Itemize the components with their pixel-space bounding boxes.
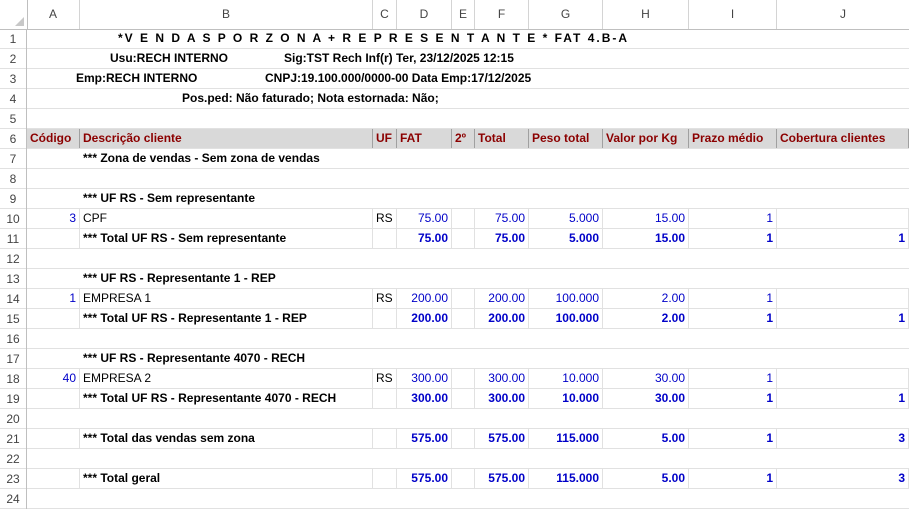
sheet-row <box>0 409 909 429</box>
cell-cobertura[interactable]: 1 <box>777 389 909 408</box>
sheet-row <box>0 109 909 129</box>
column-header-h[interactable]: H <box>603 0 689 29</box>
row-number[interactable]: 2 <box>0 49 27 69</box>
row-number[interactable]: 24 <box>0 489 27 509</box>
cell-valor-por-kg[interactable]: 2.00 <box>603 289 689 308</box>
cell-segundo[interactable] <box>452 429 475 448</box>
cell-segundo[interactable] <box>452 389 475 408</box>
cell-cobertura[interactable] <box>777 289 909 308</box>
row-number[interactable]: 10 <box>0 209 27 229</box>
cell-peso-total[interactable]: 5.000 <box>529 229 603 248</box>
cell-cobertura[interactable] <box>777 209 909 228</box>
cell-uf[interactable] <box>373 429 397 448</box>
cell-valor-por-kg[interactable]: 2.00 <box>603 309 689 328</box>
row-number[interactable]: 1 <box>0 29 27 49</box>
row-number[interactable]: 5 <box>0 109 27 129</box>
cell-descricao[interactable]: *** Total geral <box>80 469 373 488</box>
sheet-row <box>0 269 909 289</box>
sheet-row <box>0 189 909 209</box>
sheet-row <box>0 489 909 509</box>
cell-descricao[interactable]: EMPRESA 1 <box>80 289 373 308</box>
cell-descricao[interactable]: CPF <box>80 209 373 228</box>
row-number[interactable]: 22 <box>0 449 27 469</box>
column-header-c[interactable]: C <box>373 0 397 29</box>
row-number[interactable]: 13 <box>0 269 27 289</box>
header-valor-por-kg[interactable]: Valor por Kg <box>603 129 689 148</box>
cell-descricao[interactable]: *** Total UF RS - Representante 4070 - RECH <box>80 389 373 408</box>
row-number[interactable]: 12 <box>0 249 27 269</box>
cell-segundo[interactable] <box>452 309 475 328</box>
cell-total[interactable]: 200.00 <box>475 289 529 308</box>
cell-fat[interactable]: 75.00 <box>397 209 452 228</box>
cell-fat[interactable]: 200.00 <box>397 289 452 308</box>
column-header-f[interactable]: F <box>475 0 529 29</box>
table-row <box>0 209 909 229</box>
sheet-row <box>0 89 909 109</box>
row-number[interactable]: 23 <box>0 469 27 489</box>
column-header-e[interactable]: E <box>452 0 475 29</box>
row-number[interactable]: 7 <box>0 149 27 169</box>
filter-info[interactable]: Pos.ped: Não faturado; Nota estornada: Não; <box>182 91 439 105</box>
cell-descricao[interactable]: EMPRESA 2 <box>80 369 373 388</box>
row-number[interactable]: 9 <box>0 189 27 209</box>
cell-valor-por-kg[interactable]: 5.00 <box>603 469 689 488</box>
column-header-b[interactable]: B <box>80 0 373 29</box>
row-number[interactable]: 21 <box>0 429 27 449</box>
cell-peso-total[interactable]: 100.000 <box>529 309 603 328</box>
cell-peso-total[interactable]: 10.000 <box>529 369 603 388</box>
system-info[interactable]: Sig:TST Rech Inf(r) Ter, 23/12/2025 12:15 <box>284 51 514 65</box>
cell-uf[interactable] <box>373 229 397 248</box>
sheet-row <box>0 249 909 269</box>
sheet-row <box>0 449 909 469</box>
cell-total[interactable]: 575.00 <box>475 429 529 448</box>
cell-valor-por-kg[interactable]: 30.00 <box>603 389 689 408</box>
cell-segundo[interactable] <box>452 289 475 308</box>
cell-total[interactable]: 75.00 <box>475 229 529 248</box>
cell-cobertura[interactable]: 1 <box>777 229 909 248</box>
table-header-row <box>0 129 909 149</box>
select-all-corner[interactable] <box>0 0 28 29</box>
group-heading[interactable]: *** UF RS - Representante 4070 - RECH <box>83 351 306 365</box>
cell-segundo[interactable] <box>452 209 475 228</box>
cell-peso-total[interactable]: 5.000 <box>529 209 603 228</box>
cell-codigo[interactable] <box>27 309 80 328</box>
row-number[interactable]: 14 <box>0 289 27 309</box>
cell-total[interactable]: 300.00 <box>475 389 529 408</box>
cell-codigo[interactable]: 3 <box>27 209 80 228</box>
cell-total[interactable]: 575.00 <box>475 469 529 488</box>
cell-peso-total[interactable]: 100.000 <box>529 289 603 308</box>
cell-peso-total[interactable]: 115.000 <box>529 429 603 448</box>
row-number[interactable]: 4 <box>0 89 27 109</box>
row-number[interactable]: 6 <box>0 129 27 149</box>
header-segundo[interactable]: 2º <box>452 129 475 148</box>
user-info[interactable]: Usu:RECH INTERNO <box>110 51 229 65</box>
row-number[interactable]: 15 <box>0 309 27 329</box>
cell-codigo[interactable] <box>27 229 80 248</box>
cell-fat[interactable]: 300.00 <box>397 369 452 388</box>
cell-valor-por-kg[interactable]: 15.00 <box>603 209 689 228</box>
cell-codigo[interactable] <box>27 429 80 448</box>
cell-uf[interactable]: RS <box>373 289 397 308</box>
cell-uf[interactable]: RS <box>373 209 397 228</box>
sheet-row <box>0 329 909 349</box>
cell-prazo-medio[interactable]: 1 <box>689 309 777 328</box>
cell-prazo-medio[interactable]: 1 <box>689 229 777 248</box>
column-header-j[interactable]: J <box>840 7 846 21</box>
cell-fat[interactable]: 575.00 <box>397 429 452 448</box>
header-descricao[interactable]: Descrição cliente <box>80 129 373 148</box>
header-uf[interactable]: UF <box>373 129 397 148</box>
sheet-row <box>0 149 909 169</box>
cell-codigo[interactable] <box>27 469 80 488</box>
cell-cobertura[interactable] <box>777 369 909 388</box>
cell-fat[interactable]: 75.00 <box>397 229 452 248</box>
cell-descricao[interactable]: *** Total UF RS - Representante 1 - REP <box>80 309 373 328</box>
cell-peso-total[interactable]: 115.000 <box>529 469 603 488</box>
row-number[interactable]: 16 <box>0 329 27 349</box>
cell-fat[interactable]: 575.00 <box>397 469 452 488</box>
column-header-d[interactable]: D <box>397 0 452 29</box>
total-row <box>0 389 909 409</box>
header-fat[interactable]: FAT <box>397 129 452 148</box>
cell-descricao[interactable]: *** Total das vendas sem zona <box>80 429 373 448</box>
sheet-row <box>0 169 909 189</box>
sheet-row <box>0 49 909 69</box>
cell-segundo[interactable] <box>452 369 475 388</box>
cell-segundo[interactable] <box>452 229 475 248</box>
total-row <box>0 229 909 249</box>
row-number[interactable]: 11 <box>0 229 27 249</box>
cell-cobertura[interactable]: 3 <box>777 429 909 448</box>
group-heading[interactable]: *** UF RS - Representante 1 - REP <box>83 271 276 285</box>
header-peso-total[interactable]: Peso total <box>529 129 603 148</box>
cnpj-info[interactable]: CNPJ:19.100.000/0000-00 Data Emp:17/12/2025 <box>265 71 532 85</box>
row-number[interactable]: 3 <box>0 69 27 89</box>
cell-uf[interactable]: RS <box>373 369 397 388</box>
cell-valor-por-kg[interactable]: 15.00 <box>603 229 689 248</box>
cell-valor-por-kg[interactable]: 30.00 <box>603 369 689 388</box>
cell-codigo[interactable] <box>27 389 80 408</box>
sheet-row <box>0 29 909 49</box>
table-row <box>0 289 909 309</box>
report-title[interactable]: *V E N D A S P O R Z O N A + R E P R E S E N T A N T E * FAT 4.B-A <box>118 31 630 45</box>
cell-uf[interactable] <box>373 469 397 488</box>
header-prazo-medio[interactable]: Prazo médio <box>689 129 777 148</box>
row-number[interactable]: 19 <box>0 389 27 409</box>
column-header-g[interactable]: G <box>529 0 603 29</box>
cell-uf[interactable] <box>373 309 397 328</box>
row-number[interactable]: 18 <box>0 369 27 389</box>
cell-valor-por-kg[interactable]: 5.00 <box>603 429 689 448</box>
cell-prazo-medio[interactable]: 1 <box>689 369 777 388</box>
cell-fat[interactable]: 200.00 <box>397 309 452 328</box>
row-number[interactable]: 17 <box>0 349 27 369</box>
table-row <box>0 369 909 389</box>
column-header-a[interactable]: A <box>27 0 80 29</box>
cell-total[interactable]: 75.00 <box>475 209 529 228</box>
cell-prazo-medio[interactable]: 1 <box>689 389 777 408</box>
company-info[interactable]: Emp:RECH INTERNO <box>76 71 198 85</box>
zone-heading[interactable]: *** Zona de vendas - Sem zona de vendas <box>83 151 320 165</box>
header-cobertura[interactable]: Cobertura clientes <box>777 129 909 148</box>
cell-prazo-medio[interactable]: 1 <box>689 289 777 308</box>
cell-total[interactable]: 300.00 <box>475 369 529 388</box>
header-codigo[interactable]: Código <box>27 129 80 148</box>
cell-prazo-medio[interactable]: 1 <box>689 469 777 488</box>
cell-peso-total[interactable]: 10.000 <box>529 389 603 408</box>
header-total[interactable]: Total <box>475 129 529 148</box>
cell-prazo-medio[interactable]: 1 <box>689 209 777 228</box>
cell-cobertura[interactable]: 1 <box>777 309 909 328</box>
column-header-i[interactable]: I <box>689 0 777 29</box>
cell-codigo[interactable]: 1 <box>27 289 80 308</box>
sheet-row <box>0 349 909 369</box>
cell-cobertura[interactable]: 3 <box>777 469 909 488</box>
cell-prazo-medio[interactable]: 1 <box>689 429 777 448</box>
sheet-row <box>0 69 909 89</box>
total-row <box>0 469 909 489</box>
cell-descricao[interactable]: *** Total UF RS - Sem representante <box>80 229 373 248</box>
cell-fat[interactable]: 300.00 <box>397 389 452 408</box>
total-row <box>0 429 909 449</box>
cell-uf[interactable] <box>373 389 397 408</box>
cell-segundo[interactable] <box>452 469 475 488</box>
total-row <box>0 309 909 329</box>
cell-total[interactable]: 200.00 <box>475 309 529 328</box>
row-number[interactable]: 8 <box>0 169 27 189</box>
group-heading[interactable]: *** UF RS - Sem representante <box>83 191 256 205</box>
row-number[interactable]: 20 <box>0 409 27 429</box>
column-header-bar <box>0 0 909 30</box>
cell-codigo[interactable]: 40 <box>27 369 80 388</box>
